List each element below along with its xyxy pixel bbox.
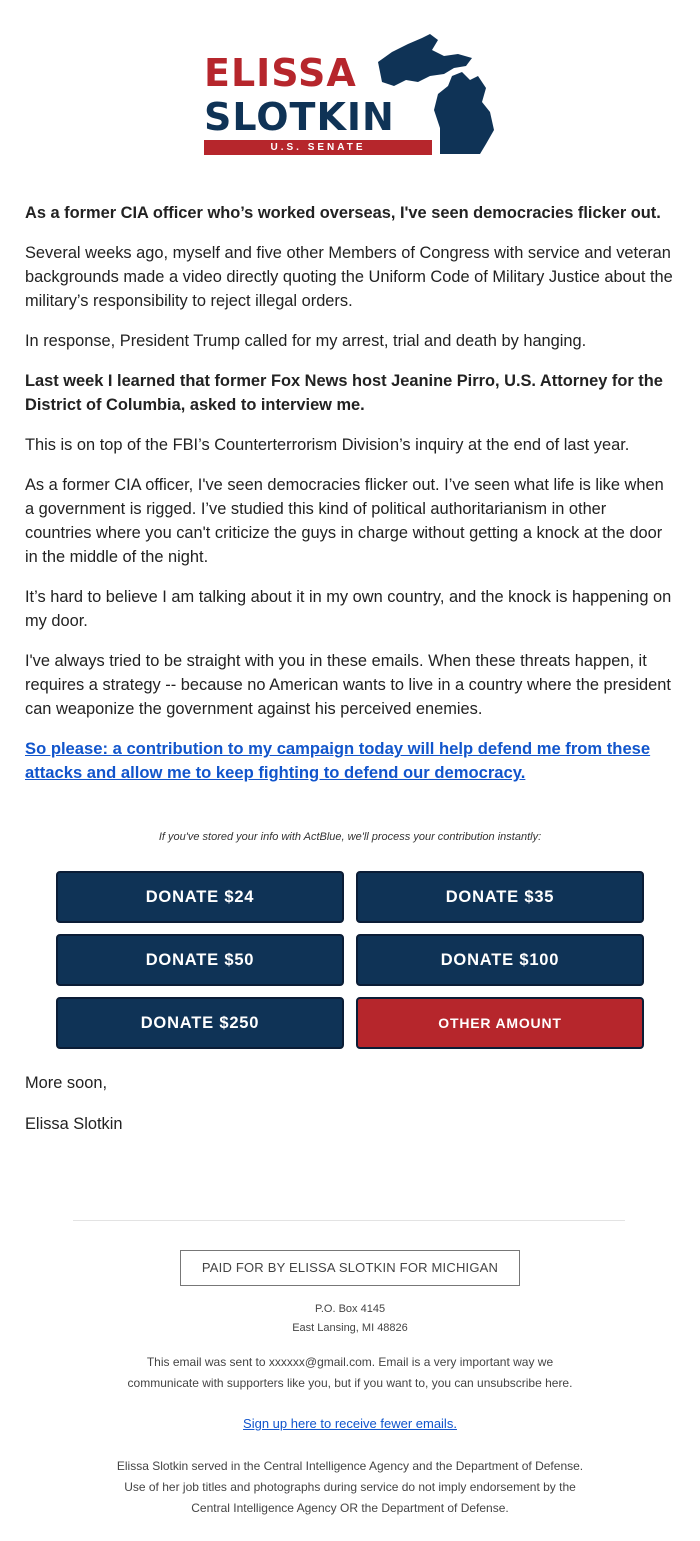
paragraph-strategy: I've always tried to be straight with you in these emails. When these threats happen, it requires a strategy -- because no American wants to live in a country where the president can weaponize the government against his perceived enemies. (25, 652, 671, 718)
actblue-note: If you've stored your info with ActBlue, we'll process your contribution instantly: (158, 831, 542, 843)
address-line-2: East Lansing, MI 48826 (292, 1322, 408, 1334)
fewer-emails-container (0, 1414, 700, 1434)
paragraph-fbi: This is on top of the FBI’s Counterterrorism Division’s inquiry at the end of last year. (25, 436, 630, 454)
logo-last-name: SLOTKIN (204, 95, 395, 139)
address-line-1: P.O. Box 4145 (314, 1303, 386, 1315)
sent-to-line-2: communicate with supporters like you, but if you want to, you can unsubscribe here. (127, 1376, 573, 1390)
email-body (25, 201, 677, 801)
disclaimer-line-1: Elissa Slotkin served in the Central Intelligence Agency and the Department of Defense. (116, 1459, 584, 1473)
footer-divider (73, 1220, 625, 1221)
closing-line: More soon, (25, 1074, 107, 1092)
fewer-emails-link[interactable]: Sign up here to receive fewer emails. (243, 1416, 457, 1431)
logo-tagline: U.S. SENATE (204, 140, 432, 155)
donate-24-button[interactable]: DONATE $24 (56, 871, 344, 923)
disclaimer-line-2: Use of her job titles and photographs during service do not imply endorsement by the (124, 1480, 576, 1494)
paragraph-knock: It’s hard to believe I am talking about it in my own country, and the knock is happening on my door. (25, 588, 672, 630)
donate-35-button[interactable]: DONATE $35 (356, 871, 644, 923)
logo-first-name: ELISSA (204, 51, 357, 95)
donate-100-button[interactable]: DONATE $100 (356, 934, 644, 986)
cta-link[interactable]: So please: a contribution to my campaign today will help defend me from these attacks and allow me to keep fighting to defend our democracy. (25, 739, 651, 782)
signature: Elissa Slotkin (25, 1115, 123, 1133)
paragraph-response: In response, President Trump called for my arrest, trial and death by hanging. (25, 332, 587, 350)
other-amount-button[interactable]: OTHER AMOUNT (356, 997, 644, 1049)
campaign-logo (200, 32, 500, 158)
michigan-map-icon (370, 32, 500, 158)
sent-to-line-1: This email was sent to xxxxxx@gmail.com. Email is a very important way we (146, 1355, 554, 1369)
disclaimer-line-3: Central Intelligence Agency OR the Department of Defense. (191, 1501, 509, 1515)
paid-for-box: PAID FOR BY ELISSA SLOTKIN FOR MICHIGAN (180, 1250, 520, 1286)
cta-paragraph (25, 737, 677, 785)
paragraph-video: Several weeks ago, myself and five other Members of Congress with service and veteran backgrounds made a video directly quoting the Uniform Code of Military Justice about the military’s responsibility to reject illegal orders. (25, 244, 673, 310)
paragraph-pirro: Last week I learned that former Fox News host Jeanine Pirro, U.S. Attorney for the District of Columbia, asked to interview me. (25, 372, 663, 414)
donate-250-button[interactable]: DONATE $250 (56, 997, 344, 1049)
donate-50-button[interactable]: DONATE $50 (56, 934, 344, 986)
intro-paragraph: As a former CIA officer who’s worked overseas, I've seen democracies flicker out. (25, 204, 661, 222)
paragraph-cia: As a former CIA officer, I've seen democracies flicker out. I’ve seen what life is like when a government is rigged. I’ve studied this kind of political authoritarianism in other countries where you can't criticize the guys in charge without getting a knock at the door in the middle of the night. (25, 476, 664, 566)
